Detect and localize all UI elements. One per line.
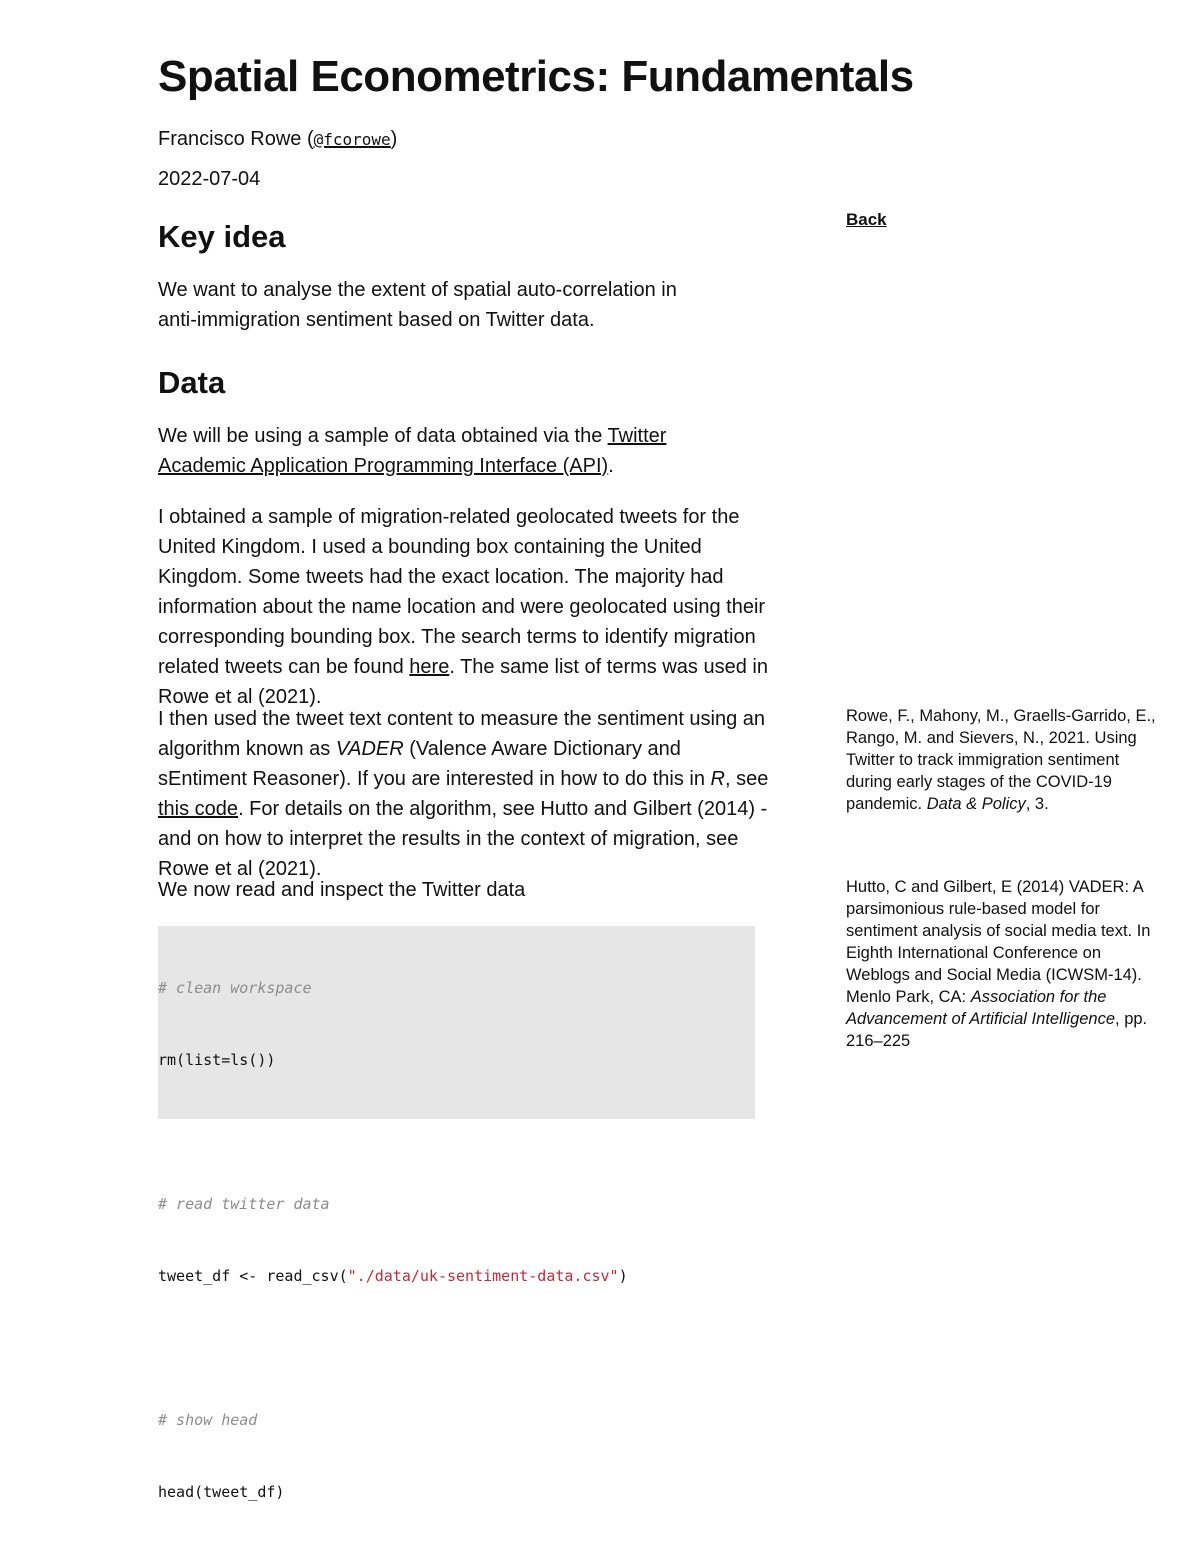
data-paragraph-1 (158, 421, 738, 481)
code-blank-line (158, 1120, 755, 1144)
data-paragraph-2 (158, 502, 770, 712)
data-paragraph-3 (158, 704, 770, 884)
author-name: Francisco Rowe (158, 128, 302, 150)
search-terms-link[interactable]: here (409, 656, 450, 678)
page-title: Spatial Econometrics: Fundamentals (158, 52, 914, 101)
code-line: head(tweet_df) (158, 1483, 285, 1501)
code-blank-line (158, 1336, 755, 1360)
data-p3-text-c: , see (724, 768, 769, 790)
vader-term: VADER (335, 738, 404, 760)
sidenote-rowe (846, 705, 1164, 815)
author-line (158, 126, 397, 153)
sidenote-hutto-publisher: Association for the Advancement of Artificial Intelligence (846, 988, 1116, 1028)
code-block[interactable] (158, 926, 755, 1501)
data-p3-text-d: . For details on the algorithm, see Hutto and Gilbert (2014) - and on how to interpret the results in the context of migration, see Rowe et al (2021). (158, 798, 768, 880)
code-line: rm(list=ls()) (158, 1051, 276, 1069)
sidenote-rowe-text: Rowe, F., Mahony, M., Graells-Garrido, E., Rango, M. and Sievers, N., 2021. Using Twitter to track immigration sentiment during early stages of the COVID-19 pandemic. (846, 707, 1156, 813)
data-p3-text-b: (Valence Aware Dictionary and sEntiment Reasoner). If you are interested in how to do this in (158, 738, 711, 790)
r-term: R (710, 768, 725, 790)
author-handle-link[interactable] (314, 128, 391, 150)
data-p3-text-a: I then used the tweet text content to measure the sentiment using an algorithm known as (158, 708, 766, 760)
data-p1-end: . (608, 455, 614, 477)
key-idea-paragraph: We want to analyse the extent of spatial auto-correlation in anti-immigration sentiment based on Twitter data. (158, 279, 677, 331)
sidenote-hutto-text: Hutto, C and Gilbert, E (2014) VADER: A parsimonious rule-based model for sentiment analysis of social media text. In Eighth International Conference on Weblogs and Social Media (ICWSM-14). Menlo Park, CA: (846, 878, 1151, 1006)
code-comment: # read twitter data (158, 1195, 330, 1213)
sidenote-hutto (846, 876, 1164, 1052)
data-paragraph-4: We now read and inspect the Twitter data (158, 879, 526, 901)
twitter-api-link[interactable]: Twitter Academic Application Programming Interface (API) (158, 425, 667, 477)
code-comment: # show head (158, 1411, 258, 1429)
this-code-link[interactable]: this code (158, 798, 239, 820)
code-string: "./data/uk-sentiment-data.csv" (347, 1267, 619, 1285)
data-p2-end: . The same list of terms was used in Rowe et al (2021). (158, 656, 768, 708)
author-handle: @fcorowe (313, 130, 391, 149)
heading-key-idea: Key idea (158, 219, 286, 254)
code-line (158, 1264, 755, 1288)
heading-data: Data (158, 365, 226, 400)
code-token: ) (618, 1267, 628, 1285)
publish-date: 2022-07-04 (158, 168, 261, 190)
sidenote-rowe-end: , 3. (1025, 795, 1049, 813)
code-comment: # clean workspace (158, 979, 312, 997)
author-paren-open: ( (301, 128, 314, 150)
code-token: tweet_df <- read_csv( (158, 1267, 348, 1285)
sidenote-hutto-end: , pp. 216–225 (846, 1010, 1148, 1050)
data-p1-text: We will be using a sample of data obtained via the (158, 425, 608, 447)
back-link[interactable]: Back (846, 210, 887, 229)
author-paren-close: ) (390, 128, 398, 150)
sidenote-rowe-journal: Data & Policy (926, 795, 1026, 813)
data-p2-text: I obtained a sample of migration-related geolocated tweets for the United Kingdom. I used a bounding box containing the United Kingdom. Some tweets had the exact location. The majority had information about the name location and were geolocated using their corresponding bounding box. The search terms to identify migration related tweets can be found (158, 506, 766, 678)
